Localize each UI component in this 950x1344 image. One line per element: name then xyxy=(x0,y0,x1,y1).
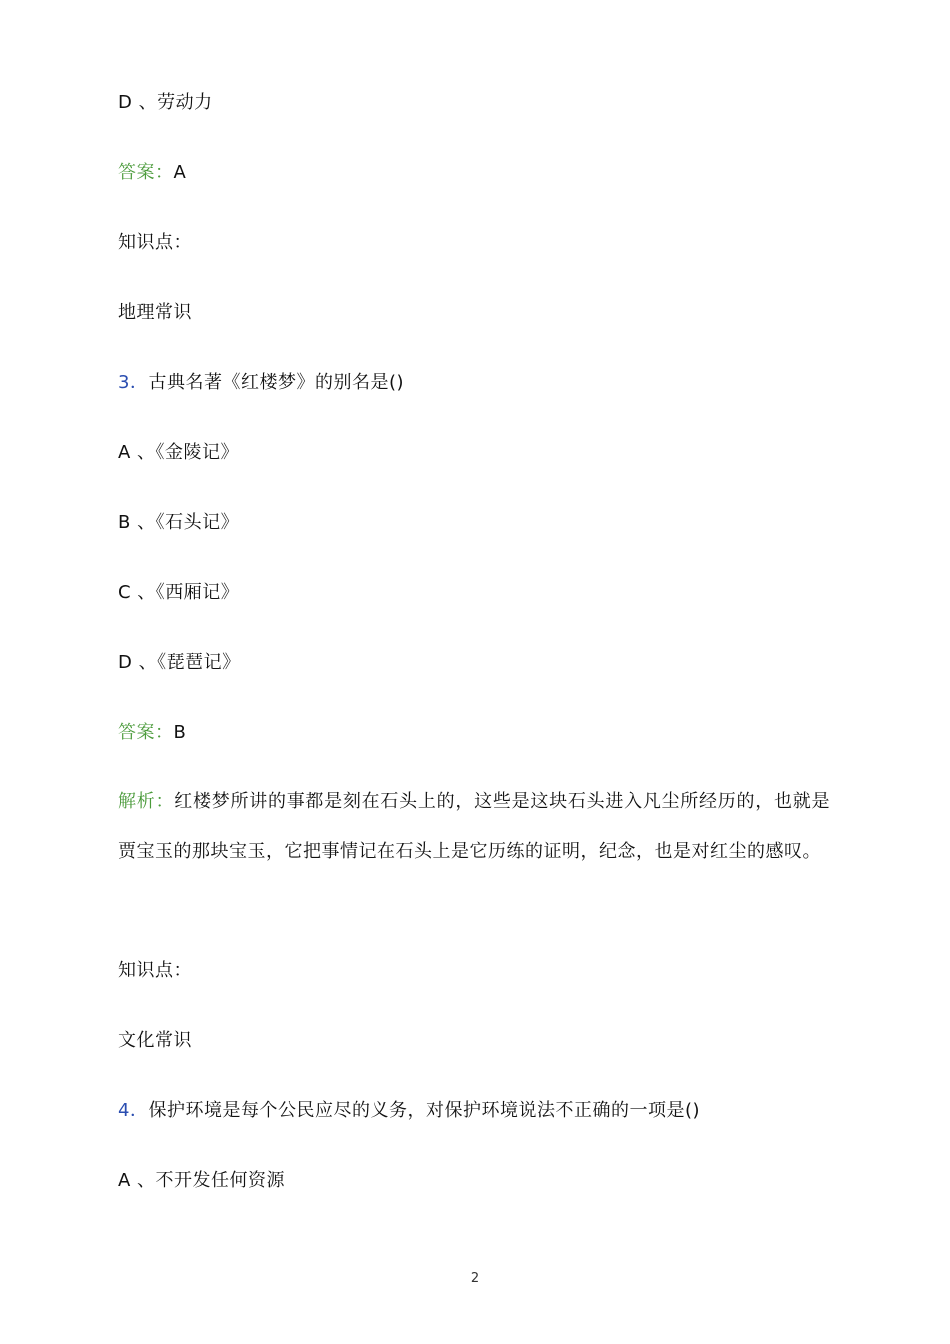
q3-question xyxy=(118,371,404,395)
q3-knowledge-label: 知识点： xyxy=(118,960,192,981)
answer-label: 答案： xyxy=(118,722,174,743)
answer-label: 答案： xyxy=(118,162,174,183)
analysis-label: 解析： xyxy=(118,791,175,812)
question-number: 3． xyxy=(118,372,149,393)
q3-option-b: B 、《石头记》 xyxy=(118,512,240,533)
analysis-text: 红楼梦所讲的事都是刻在石头上的，这些是这块石头进入凡尘所经历的，也就是贾宝玉的那块宝玉，它把事情记在石头上是它历练的证明，纪念，也是对红尘的感叹。 xyxy=(118,791,831,862)
q2-knowledge-value: 地理常识 xyxy=(118,302,192,323)
q3-analysis xyxy=(118,777,830,877)
q3-option-c: C 、《西厢记》 xyxy=(118,582,240,603)
q3-option-d: D 、《琵琶记》 xyxy=(118,652,241,673)
q3-knowledge-value: 文化常识 xyxy=(118,1030,192,1051)
q4-option-a: A 、不开发任何资源 xyxy=(118,1170,286,1191)
question-text: 古典名著《红楼梦》的别名是() xyxy=(148,372,404,393)
q3-answer xyxy=(118,721,186,745)
q2-option-d: D 、劳动力 xyxy=(118,92,213,113)
q2-knowledge-label: 知识点： xyxy=(118,232,192,253)
q2-answer xyxy=(118,161,186,185)
page-number: 2 xyxy=(470,1271,480,1286)
question-number: 4． xyxy=(118,1100,149,1121)
answer-value: B xyxy=(173,722,187,743)
answer-value: A xyxy=(173,162,187,183)
question-text: 保护环境是每个公民应尽的义务，对保护环境说法不正确的一项是() xyxy=(148,1100,700,1121)
q4-question xyxy=(118,1099,700,1123)
q3-option-a: A 、《金陵记》 xyxy=(118,442,240,463)
